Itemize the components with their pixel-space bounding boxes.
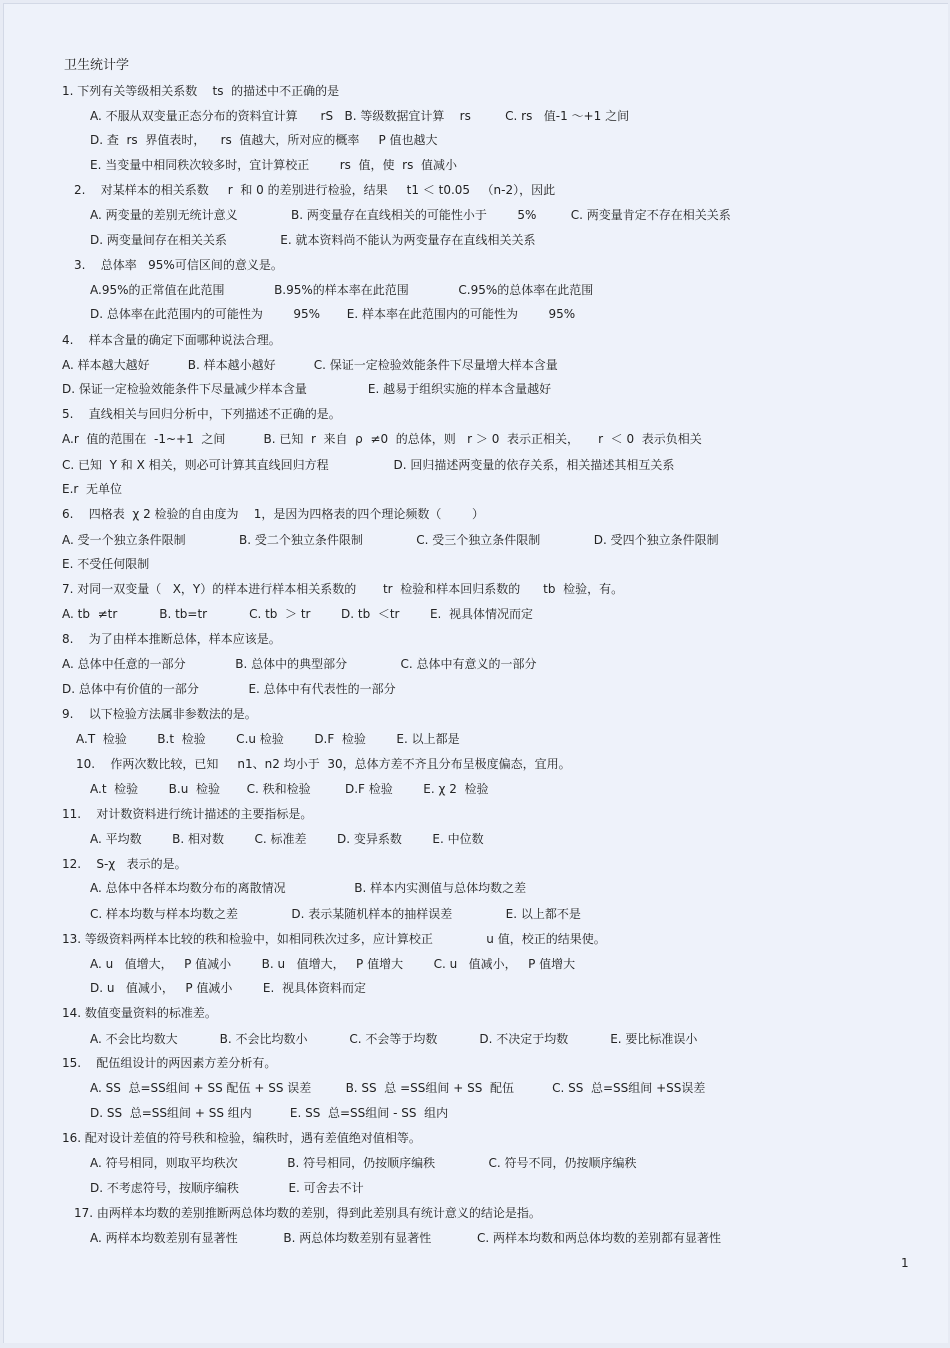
question-5-stem: 5. 直线相关与回归分析中，下列描述不正确的是。 bbox=[62, 407, 341, 421]
question-10-stem: 10. 作两次数比较，已知 n1、n2 均小于 30，总体方差不齐且分布呈极度偏态，宜用。 bbox=[76, 757, 571, 771]
question-3-options-d-e: D. 总体率在此范围内的可能性为 95% E. 样本率在此范围内的可能性为 95% bbox=[90, 307, 576, 321]
question-3-options-a-c: A.95%的正常值在此范围 B.95%的样本率在此范围 C.95%的总体率在此范围 bbox=[90, 283, 594, 297]
question-16-stem: 16. 配对设计差值的符号秩和检验，编秩时，遇有差值绝对值相等。 bbox=[62, 1131, 421, 1145]
question-17-options-a-c: A. 两样本均数差别有显著性 B. 两总体均数差别有显著性 C. 两样本均数和两总体均数的差别都有显著性 bbox=[90, 1231, 722, 1245]
question-6-options-a-d: A. 受一个独立条件限制 B. 受二个独立条件限制 C. 受三个独立条件限制 D. 受四个独立条件限制 bbox=[62, 533, 719, 547]
question-4-stem: 4. 样本含量的确定下面哪种说法合理。 bbox=[62, 333, 281, 347]
question-8-options-a-c: A. 总体中任意的一部分 B. 总体中的典型部分 C. 总体中有意义的一部分 bbox=[62, 657, 537, 671]
question-16-options-d-e: D. 不考虑符号，按顺序编秩 E. 可舍去不计 bbox=[90, 1181, 364, 1195]
question-16-options-a-c: A. 符号相同，则取平均秩次 B. 符号相同，仍按顺序编秩 C. 符号不同，仍按顺序编秩 bbox=[90, 1156, 637, 1170]
question-6-stem: 6. 四格表 χ 2 检验的自由度为 1，是因为四格表的四个理论频数（ ） bbox=[62, 507, 484, 521]
question-6-option-e: E. 不受任何限制 bbox=[62, 557, 150, 571]
question-8-stem: 8. 为了由样本推断总体，样本应该是。 bbox=[62, 632, 281, 646]
question-2-options-a-c: A. 两变量的差别无统计意义 B. 两变量存在直线相关的可能性小于 5% C. 两变量肯定不存在相关关系 bbox=[90, 208, 731, 222]
question-7-stem: 7. 对同一双变量（ X，Y）的样本进行样本相关系数的 tr 检验和样本回归系数的 tb 检验，有。 bbox=[62, 582, 624, 596]
question-15-options-d-e: D. SS 总=SS组间 + SS 组内 E. SS 总=SS组间 - SS 组内 bbox=[90, 1106, 449, 1120]
question-4-options-a-c: A. 样本越大越好 B. 样本越小越好 C. 保证一定检验效能条件下尽量增大样本含量 bbox=[62, 358, 558, 372]
question-9-stem: 9. 以下检验方法属非参数法的是。 bbox=[62, 707, 257, 721]
question-13-options-d-e: D. u 值减小， P 值减小 E. 视具体资料而定 bbox=[90, 981, 366, 995]
question-5-option-e: E.r 无单位 bbox=[62, 482, 122, 496]
page-number: 1 bbox=[901, 1256, 909, 1270]
question-17-stem: 17. 由两样本均数的差别推断两总体均数的差别，得到此差别具有统计意义的结论是指。 bbox=[74, 1206, 541, 1220]
question-13-options-a-c: A. u 值增大， P 值减小 B. u 值增大， P 值增大 C. u 值减小， P 值增大 bbox=[90, 957, 576, 971]
question-1-options-a-c: A. 不服从双变量正态分布的资料宜计算 rS B. 等级数据宜计算 rs C. rs 值-1 ～+1 之间 bbox=[90, 109, 630, 123]
question-7-options: A. tb ≠tr B. tb=tr C. tb ＞ tr D. tb ＜tr E. 视具体情况而定 bbox=[62, 607, 533, 621]
question-8-options-d-e: D. 总体中有价值的一部分 E. 总体中有代表性的一部分 bbox=[62, 682, 396, 696]
question-5-options-a-b: A.r 值的范围在 -1~+1 之间 B. 已知 r 来自 ρ ≠0 的总体，则 r ＞ 0 表示正相关， r ＜ 0 表示负相关 bbox=[62, 432, 702, 446]
question-10-options: A.t 检验 B.u 检验 C. 秩和检验 D.F 检验 E. χ 2 检验 bbox=[90, 782, 489, 796]
question-11-stem: 11. 对计数资料进行统计描述的主要指标是。 bbox=[62, 807, 313, 821]
question-13-stem: 13. 等级资料两样本比较的秩和检验中，如相同秩次过多，应计算校正 u 值，校正的结果使。 bbox=[62, 932, 606, 946]
question-4-options-d-e: D. 保证一定检验效能条件下尽量减少样本含量 E. 越易于组织实施的样本含量越好 bbox=[62, 382, 552, 396]
question-12-options-c-e: C. 样本均数与样本均数之差 D. 表示某随机样本的抽样误差 E. 以上都不是 bbox=[90, 907, 581, 921]
question-9-options: A.T 检验 B.t 检验 C.u 检验 D.F 检验 E. 以上都是 bbox=[76, 732, 460, 746]
question-11-options: A. 平均数 B. 相对数 C. 标准差 D. 变异系数 E. 中位数 bbox=[90, 832, 484, 846]
question-2-stem: 2. 对某样本的相关系数 r 和 0 的差别进行检验，结果 t1 ＜ t0.05 （n-2），因此 bbox=[74, 183, 556, 197]
question-2-options-d-e: D. 两变量间存在相关关系 E. 就本资料尚不能认为两变量存在直线相关关系 bbox=[90, 233, 536, 247]
question-12-options-a-b: A. 总体中各样本均数分布的离散情况 B. 样本内实测值与总体均数之差 bbox=[90, 881, 527, 895]
question-15-options-a-c: A. SS 总=SS组间 + SS 配伍 + SS 误差 B. SS 总 =SS组间 + SS 配伍 C. SS 总=SS组间 +SS误差 bbox=[90, 1081, 706, 1095]
document-page bbox=[3, 3, 948, 1343]
question-15-stem: 15. 配伍组设计的两因素方差分析有。 bbox=[62, 1056, 277, 1070]
question-1-option-e: E. 当变量中相同秩次较多时，宜计算校正 rs 值，使 rs 值减小 bbox=[90, 158, 457, 172]
question-5-options-c-d: C. 已知 Y 和 X 相关，则必可计算其直线回归方程 D. 回归描述两变量的依存关系，相关描述其相互关系 bbox=[62, 458, 675, 472]
question-1-option-d: D. 查 rs 界值表时， rs 值越大，所对应的概率 P 值也越大 bbox=[90, 133, 438, 147]
document-title: 卫生统计学 bbox=[64, 58, 130, 73]
question-14-options: A. 不会比均数大 B. 不会比均数小 C. 不会等于均数 D. 不决定于均数 E. 要比标准误小 bbox=[90, 1032, 698, 1046]
question-12-stem: 12. S-χ 表示的是。 bbox=[62, 857, 187, 871]
question-3-stem: 3. 总体率 95%可信区间的意义是。 bbox=[74, 258, 283, 272]
question-14-stem: 14. 数值变量资料的标准差。 bbox=[62, 1006, 217, 1020]
question-1-stem: 1. 下列有关等级相关系数 ts 的描述中不正确的是 bbox=[62, 84, 340, 98]
